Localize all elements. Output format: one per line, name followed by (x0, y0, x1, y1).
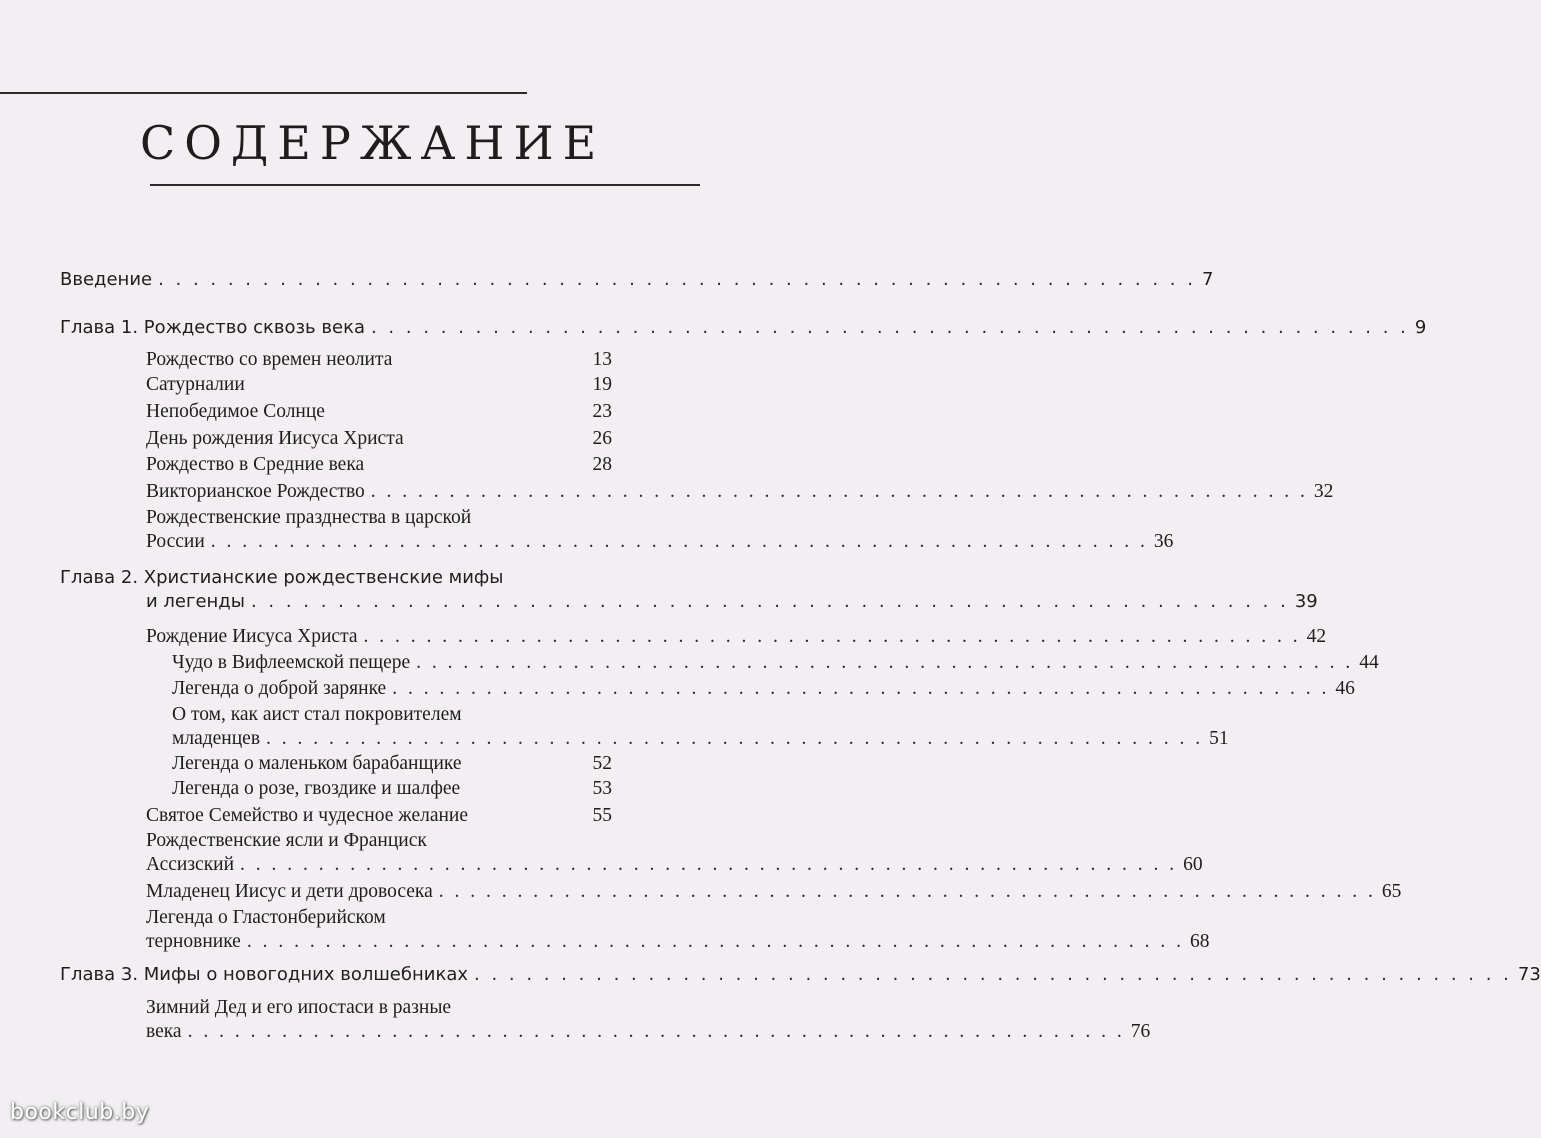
toc-page-number: 60 (1183, 854, 1203, 875)
toc-page-number: 7 (1201, 269, 1214, 290)
toc-entry-title: Легенда о доброй зарянке (172, 678, 387, 699)
toc-entry-title: День рождения Иисуса Христа (146, 428, 404, 449)
toc-entry-title-line1: Рождественские празднества в царской (146, 507, 472, 528)
toc-entry[interactable] (172, 727, 1229, 751)
toc-entry[interactable] (146, 853, 1203, 877)
toc-entry[interactable] (146, 348, 612, 372)
toc-entry[interactable] (172, 777, 612, 801)
toc-entry-chapter-2[interactable] (146, 590, 1318, 614)
toc-page-number: 52 (592, 753, 612, 774)
toc-leader-dots: . . . . . . . . . . . . . . . . . . . . . . . . . . . . . . . . . . . . . . . . . . . . . . . . . . . . . . . . . . . . (474, 964, 1512, 985)
toc-entry-intro[interactable] (60, 268, 1214, 292)
toc-entry-title: Введение (60, 269, 153, 290)
toc-entry[interactable] (172, 677, 1355, 701)
toc-page-number: 73 (1517, 964, 1541, 985)
toc-entry-title: Чудо в Вифлеемской пещере (172, 652, 411, 673)
page-title: СОДЕРЖАНИЕ (140, 116, 606, 170)
toc-leader-dots: . . . . . . . . . . . . . . . . . . . . . . . . . . . . . . . . . . . . . . . . . . . . . . . . . . . . . . . . . . . . (250, 591, 1289, 612)
toc-entry[interactable] (146, 530, 1174, 554)
toc-entry[interactable] (172, 752, 612, 776)
toc-entry[interactable] (146, 427, 612, 451)
toc-entry[interactable] (146, 804, 612, 828)
toc-entry-title: Рождение Иисуса Христа (146, 626, 358, 647)
toc-entry-chapter-3[interactable] (60, 963, 1541, 987)
toc-entry-title: Викторианское Рождество (146, 481, 365, 502)
toc-entry-title: Легенда о розе, гвоздике и шалфее (172, 778, 461, 799)
toc-entry-title-line1: Легенда о Гластонберийском (146, 907, 386, 928)
toc-entry[interactable] (146, 1020, 1151, 1044)
toc-leader-dots: . . . . . . . . . . . . . . . . . . . . . . . . . . . . . . . . . . . . . . . . . . . . . . . . . . . . . . . . . . . . (392, 678, 1330, 699)
toc-entry-title: Непобедимое Солнце (146, 401, 325, 422)
toc-entry-title: Рождество со времен неолита (146, 349, 393, 370)
toc-leader-dots: . . . . . . . . . . . . . . . . . . . . . . . . . . . . . . . . . . . . . . . . . . . . . . . . . . . . . . . . . . . . (158, 269, 1196, 290)
toc-page-number: 9 (1414, 317, 1427, 338)
toc-entry[interactable] (146, 400, 612, 424)
toc-page-number: 55 (592, 805, 612, 826)
toc-leader-dots: . . . . . . . . . . . . . . . . . . . . . . . . . . . . . . . . . . . . . . . . . . . . . . . . . . . . . . . . . . . . (210, 531, 1148, 552)
toc-entry-title: терновнике (146, 931, 241, 952)
toc-entry[interactable] (146, 625, 1327, 649)
toc-leader-dots: . . . . . . . . . . . . . . . . . . . . . . . . . . . . . . . . . . . . . . . . . . . . . . . . . . . . . . . . . . . . (416, 652, 1354, 673)
toc-page-number: 76 (1130, 1021, 1151, 1042)
toc-entry-title: младенцев (172, 728, 261, 749)
toc-entry-title: Глава 3. Мифы о новогодних волшебниках (60, 964, 469, 985)
toc-page-number: 26 (592, 428, 612, 449)
toc-page-number: 68 (1189, 931, 1210, 952)
toc-leader-dots: . . . . . . . . . . . . . . . . . . . . . . . . . . . . . . . . . . . . . . . . . . . . . . . . . . . . . . . . . . . . (187, 1021, 1125, 1042)
toc-page-number: 32 (1313, 481, 1334, 502)
toc-entry-title: Рождество в Средние века (146, 454, 365, 475)
toc-entry-title: Легенда о маленьком барабанщике (172, 753, 462, 774)
toc-page-number: 19 (592, 374, 612, 395)
toc-page-number: 23 (592, 401, 612, 422)
toc-page-number: 51 (1209, 728, 1229, 749)
toc-entry-title: Глава 1. Рождество сквозь века (60, 317, 365, 338)
toc-page-number: 65 (1381, 881, 1402, 902)
toc-entry-title: и легенды (146, 591, 245, 612)
toc-entry[interactable] (146, 930, 1210, 954)
toc-entry-title: России (146, 531, 205, 552)
site-watermark: bookclub.by (10, 1100, 150, 1125)
toc-page-number: 46 (1335, 678, 1355, 699)
toc-page-number: 36 (1153, 531, 1174, 552)
toc-leader-dots: . . . . . . . . . . . . . . . . . . . . . . . . . . . . . . . . . . . . . . . . . . . . . . . . . . . . . . . . . . . . (438, 881, 1376, 902)
toc-entry-title: Святое Семейство и чудесное желание (146, 805, 469, 826)
toc-entry[interactable] (146, 373, 612, 397)
toc-entry-title: Сатурналии (146, 374, 245, 395)
toc-entry-title: Младенец Иисус и дети дровосека (146, 881, 433, 902)
toc-leader-dots: . . . . . . . . . . . . . . . . . . . . . . . . . . . . . . . . . . . . . . . . . . . . . . . . . . . . . . . . . . . . (370, 481, 1308, 502)
toc-entry-title-line1: Рождественские ясли и Франциск (146, 830, 427, 851)
toc-leader-dots: . . . . . . . . . . . . . . . . . . . . . . . . . . . . . . . . . . . . . . . . . . . . . . . . . . . . . . . . . . . . (266, 728, 1204, 749)
toc-page-number: 44 (1359, 652, 1379, 673)
toc-entry[interactable] (146, 880, 1402, 904)
toc-entry-chapter-1[interactable] (60, 316, 1427, 340)
toc-entry-title: века (146, 1021, 182, 1042)
toc-entry-title-line1: Зимний Дед и его ипостаси в разные (146, 997, 452, 1018)
toc-page-number: 42 (1306, 626, 1327, 647)
toc-entry[interactable] (146, 453, 612, 477)
toc-entry[interactable] (172, 651, 1379, 675)
toc-entry-title-line1: Глава 2. Христианские рождественские мифы (60, 567, 504, 588)
toc-page-number: 13 (592, 349, 612, 370)
toc-leader-dots: . . . . . . . . . . . . . . . . . . . . . . . . . . . . . . . . . . . . . . . . . . . . . . . . . . . . . . . . . . . . (246, 931, 1184, 952)
toc-entry[interactable] (146, 480, 1334, 504)
toc-page-number: 39 (1294, 591, 1318, 612)
toc-page-number: 53 (592, 778, 612, 799)
toc-leader-dots: . . . . . . . . . . . . . . . . . . . . . . . . . . . . . . . . . . . . . . . . . . . . . . . . . . . . . . . . . . . . (363, 626, 1301, 647)
toc-entry-title: Ассизский (146, 854, 235, 875)
toc-leader-dots: . . . . . . . . . . . . . . . . . . . . . . . . . . . . . . . . . . . . . . . . . . . . . . . . . . . . . . . . . . . . (370, 317, 1409, 338)
toc-leader-dots: . . . . . . . . . . . . . . . . . . . . . . . . . . . . . . . . . . . . . . . . . . . . . . . . . . . . . . . . . . . . (240, 854, 1178, 875)
toc-page-number: 28 (592, 454, 612, 475)
toc-entry-title-line1: О том, как аист стал покровителем (172, 704, 462, 725)
